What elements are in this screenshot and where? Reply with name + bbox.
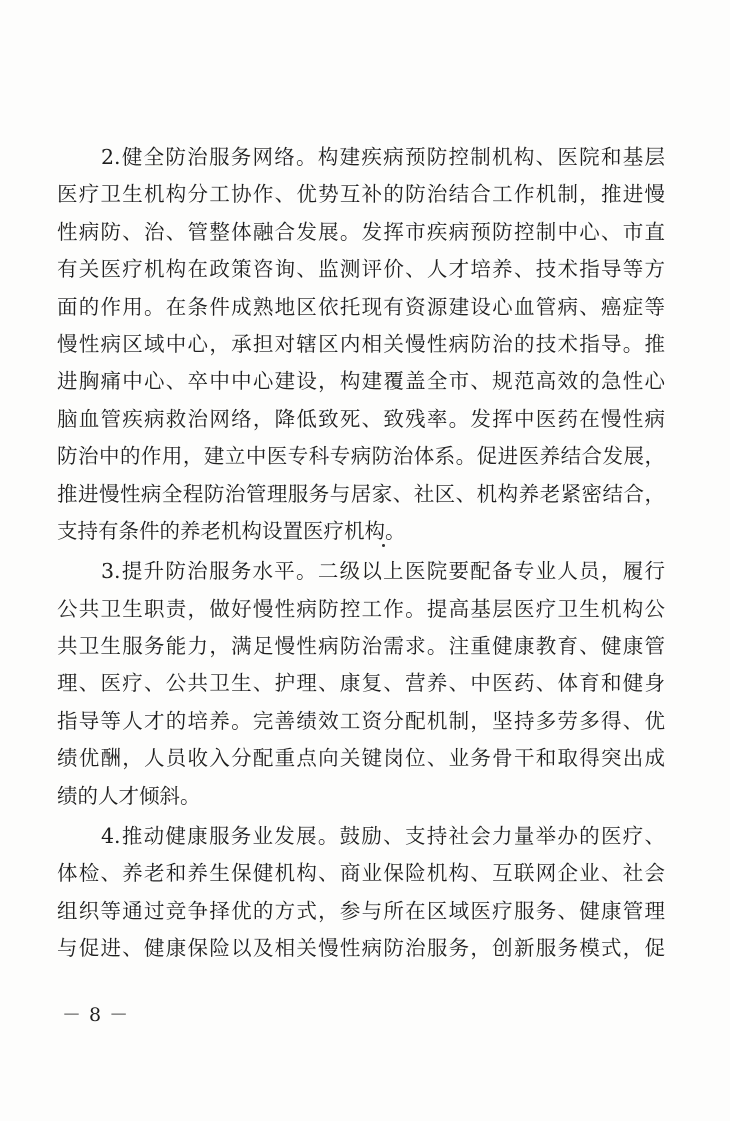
text-line: 与促进、健康保险以及相关慢性病防治服务，创新服务模式，促 (57, 936, 665, 961)
text-line: 绩的人才倾斜。 (57, 783, 201, 808)
text-line: 4.推动健康服务业发展。鼓励、支持社会力量举办的医疗、 (101, 824, 665, 849)
text-line: 理、医疗、公共卫生、护理、康复、营养、中医药、体育和健身 (57, 671, 665, 696)
text-line: 性病防、治、管整体融合发展。发挥市疾病预防控制中心、市直 (57, 219, 665, 244)
text-line: 共卫生服务能力，满足慢性病防治需求。注重健康教育、健康管 (57, 634, 665, 659)
text-line: 组织等通过竞争择优的方式，参与所在区域医疗服务、健康管理 (57, 898, 665, 923)
text-line: 有关医疗机构在政策咨询、监测评价、人才培养、技术指导等方 (57, 257, 665, 282)
text-line: 脑血管疾病救治网络，降低致死、致残率。发挥中医药在慢性病 (57, 406, 665, 431)
scan-artifact-dot (382, 544, 385, 547)
text-line: 慢性病区域中心，承担对辖区内相关慢性病防治的技术指导。推 (57, 331, 665, 356)
text-line: 绩优酬，人员收入分配重点向关键岗位、业务骨干和取得突出成 (57, 746, 665, 771)
text-line: 医疗卫生机构分工协作、优势互补的防治结合工作机制，推进慢 (57, 182, 665, 207)
text-line: 体检、养老和养生保健机构、商业保险机构、互联网企业、社会 (57, 861, 665, 886)
body-text (57, 139, 665, 968)
text-line: 公共卫生职责，做好慢性病防控工作。提高基层医疗卫生机构公 (57, 596, 665, 621)
text-line: 推进慢性病全程防治管理服务与居家、社区、机构养老紧密结合， (57, 481, 665, 506)
paragraph-health-industry (57, 818, 665, 968)
text-line: 2.健全防治服务网络。构建疾病预防控制机构、医院和基层 (101, 145, 665, 169)
text-line: 3.提升防治服务水平。二级以上医院要配备专业人员，履行 (101, 559, 665, 584)
text-line: 面的作用。在条件成熟地区依托现有资源建设心血管病、癌症等 (57, 294, 665, 319)
text-line: 支持有条件的养老机构设置医疗机构。 (57, 518, 406, 543)
page-number: － 8 － (62, 1004, 130, 1026)
text-line: 防治中的作用，建立中医专科专病防治体系。促进医养结合发展， (57, 444, 665, 469)
text-line: 指导等人才的培养。完善绩效工资分配机制，坚持多劳多得、优 (57, 708, 665, 733)
paragraph-network (57, 139, 665, 550)
text-line: 进胸痛中心、卒中中心建设，构建覆盖全市、规范高效的急性心 (57, 369, 665, 394)
paragraph-service-level (57, 553, 665, 815)
